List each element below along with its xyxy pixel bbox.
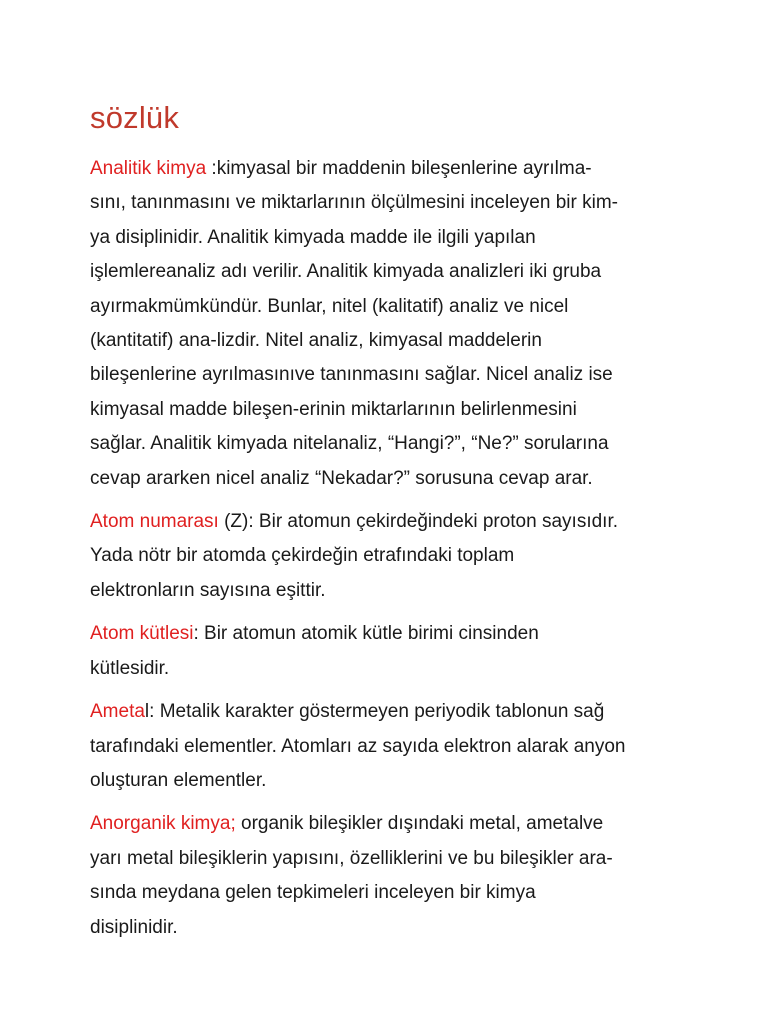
entry-line <box>90 393 678 427</box>
definition-text: yarı metal bileşiklerin yapısını, özelliklerini ve bu bileşikler ara- <box>90 847 613 869</box>
entry-line <box>90 255 678 289</box>
entry-line <box>90 290 678 324</box>
glossary-entry <box>90 695 678 798</box>
entry-line <box>90 617 678 651</box>
entry-line <box>90 807 678 841</box>
entry-line <box>90 221 678 255</box>
definition-text: kütlesidir. <box>90 657 170 679</box>
glossary-list <box>90 152 678 945</box>
entry-line <box>90 695 678 729</box>
glossary-entry <box>90 152 678 496</box>
definition-text: sında meydana gelen tepkimeleri inceleyen bir kimya <box>90 882 536 904</box>
glossary-term: Ameta <box>90 701 145 723</box>
entry-line <box>90 186 678 220</box>
entry-line <box>90 324 678 358</box>
definition-text: :kimyasal bir maddenin bileşenlerine ayrılma- <box>206 158 592 179</box>
entry-line <box>90 876 678 910</box>
definition-text: disiplinidir. <box>90 916 178 938</box>
entry-line <box>90 730 678 764</box>
definition-text: ya disiplinidir. Analitik kimyada madde ile ilgili yapılan <box>90 226 536 248</box>
definition-text: bileşenlerine ayrılmasınıve tanınmasını sağlar. Nicel analiz ise <box>90 364 613 386</box>
definition-text: işlemlereanaliz adı verilir. Analitik kimyada analizleri iki gruba <box>90 261 602 283</box>
entry-line <box>90 358 678 392</box>
page-title: sözlük <box>90 100 180 135</box>
definition-text: organik bileşikler dışındaki metal, ametalve <box>235 813 604 835</box>
definition-text: (kantitatif) ana-lizdir. Nitel analiz, kimyasal maddelerin <box>90 330 542 352</box>
entry-line <box>90 152 678 186</box>
glossary-term: Atom kütlesi <box>90 623 194 645</box>
glossary-entry <box>90 505 678 608</box>
entry-line <box>90 764 678 798</box>
definition-text: elektronların sayısına eşittir. <box>90 579 326 601</box>
definition-text: Yada nötr bir atomda çekirdeğin etrafındaki toplam <box>90 545 515 567</box>
definition-text: l: Metalik karakter göstermeyen periyodik tablonun sağ <box>144 701 605 723</box>
entry-line <box>90 911 678 945</box>
glossary-entry <box>90 617 678 686</box>
definition-text: ayırmakmümkündür. Bunlar, nitel (kalitatif) analiz ve nicel <box>90 295 569 317</box>
entry-line <box>90 842 678 876</box>
glossary-term: Analitik kimya <box>90 158 207 179</box>
entry-line <box>90 427 678 461</box>
definition-text: tarafındaki elementler. Atomları az sayıda elektron alarak anyon <box>90 735 626 757</box>
glossary-entry <box>90 807 678 945</box>
entry-line <box>90 505 678 539</box>
definition-text: sını, tanınmasını ve miktarlarının ölçülmesini inceleyen bir kim- <box>90 192 618 214</box>
definition-text: sağlar. Analitik kimyada nitelanaliz, “Hangi?”, “Ne?” sorularına <box>90 433 609 455</box>
definition-text: (Z): Bir atomun çekirdeğindeki proton sayısıdır. <box>218 511 618 533</box>
entry-line <box>90 574 678 608</box>
entry-line <box>90 652 678 686</box>
glossary-term: Atom numarası <box>90 511 219 533</box>
definition-text: kimyasal madde bileşen-erinin miktarlarının belirlenmesini <box>90 398 577 420</box>
definition-text: oluşturan elementler. <box>90 769 267 791</box>
definition-text: cevap ararken nicel analiz “Nekadar?” sorusuna cevap arar. <box>90 467 593 489</box>
glossary-term: Anorganik kimya; <box>90 813 236 835</box>
entry-line <box>90 539 678 573</box>
definition-text: : Bir atomun atomik kütle birimi cinsinden <box>193 623 539 645</box>
entry-line <box>90 462 678 496</box>
